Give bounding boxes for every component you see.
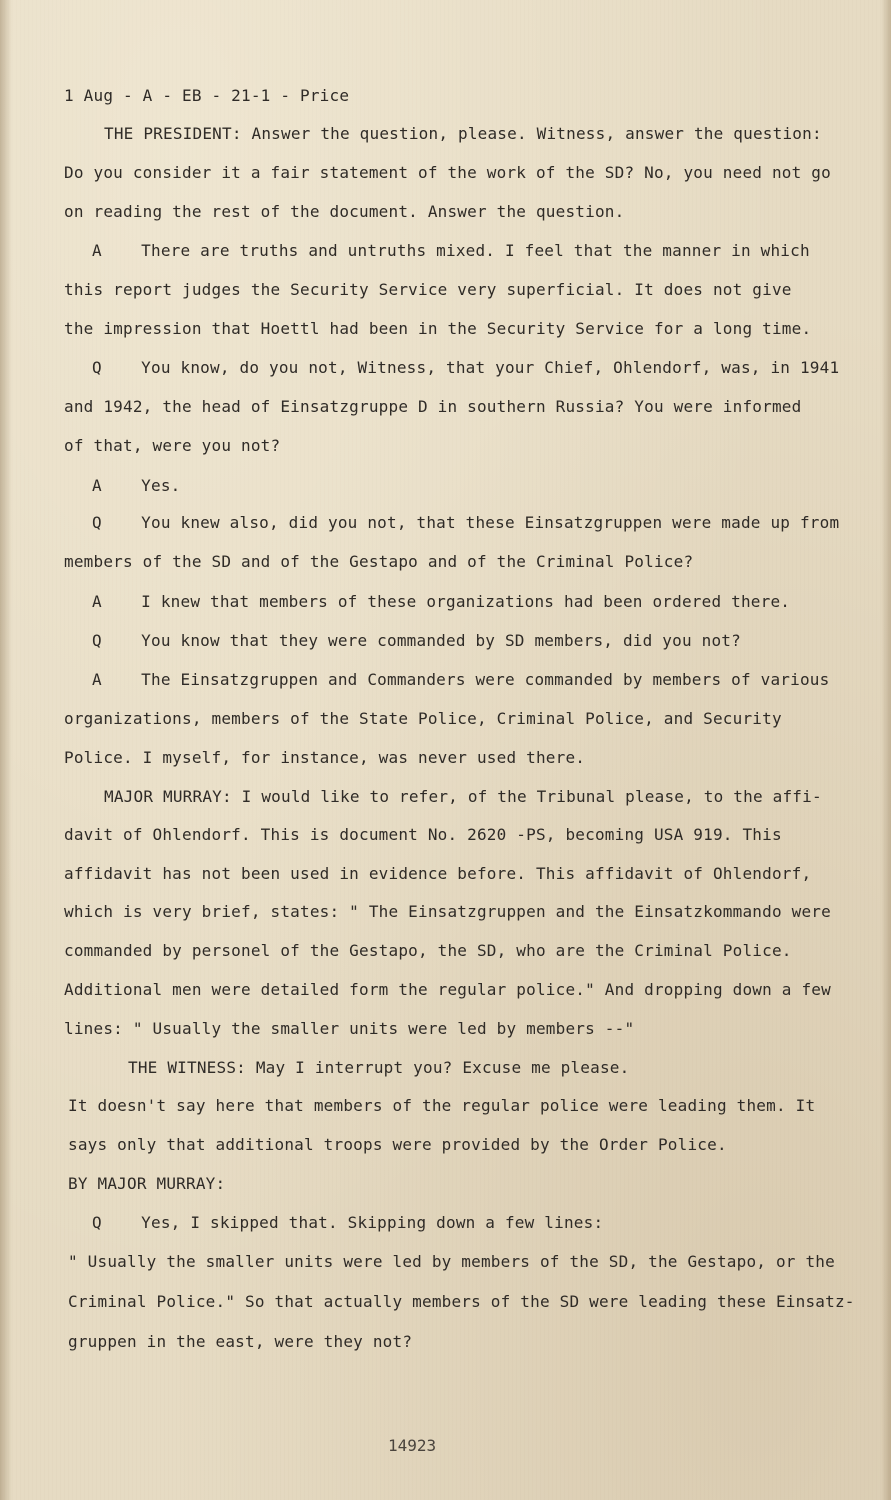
transcript-line: THE PRESIDENT: Answer the question, please. Witness, answer the question: [104,124,822,143]
transcript-line: THE WITNESS: May I interrupt you? Excuse me please. [128,1058,630,1077]
header-slug: 1 Aug - A - EB - 21-1 - Price [64,86,350,105]
transcript-line: members of the SD and of the Gestapo and of the Criminal Police? [64,552,694,571]
paper-edge-left [0,0,12,1500]
transcript-line: affidavit has not been used in evidence before. This affidavit of Ohlendorf, [64,864,812,883]
transcript-line: Criminal Police." So that actually members of the SD were leading these Einsatz- [68,1292,855,1311]
transcript-line: Q You know, do you not, Witness, that your Chief, Ohlendorf, was, in 1941 [92,358,840,377]
transcript-line: lines: " Usually the smaller units were led by members --" [64,1019,635,1038]
transcript-line: commanded by personel of the Gestapo, the SD, who are the Criminal Police. [64,941,792,960]
transcript-line: It doesn't say here that members of the regular police were leading them. It [68,1096,816,1115]
transcript-line: Do you consider it a fair statement of the work of the SD? No, you need not go [64,163,831,182]
transcript-line: which is very brief, states: " The Einsatzgruppen and the Einsatzkommando were [64,902,831,921]
transcript-line: " Usually the smaller units were led by members of the SD, the Gestapo, or the [68,1252,835,1271]
transcript-line: says only that additional troops were provided by the Order Police. [68,1135,727,1154]
transcript-line: Q You knew also, did you not, that these Einsatzgruppen were made up from [92,513,840,532]
page-number: 14923 [388,1436,437,1455]
transcript-line: A I knew that members of these organizations had been ordered there. [92,592,791,611]
transcript-line: A Yes. [92,476,181,495]
transcript-line: Q Yes, I skipped that. Skipping down a few lines: [92,1213,604,1232]
transcript-line: the impression that Hoettl had been in the Security Service for a long time. [64,319,812,338]
transcript-line: MAJOR MURRAY: I would like to refer, of the Tribunal please, to the affi- [104,787,822,806]
transcript-line: A The Einsatzgruppen and Commanders were commanded by members of various [92,670,830,689]
transcript-line: Additional men were detailed form the regular police." And dropping down a few [64,980,831,999]
transcript-line: this report judges the Security Service very superficial. It does not give [64,280,792,299]
paper-edge-right [881,0,891,1500]
transcript-line: of that, were you not? [64,436,281,455]
transcript-line: organizations, members of the State Police, Criminal Police, and Security [64,709,782,728]
transcript-line: gruppen in the east, were they not? [68,1332,413,1351]
transcript-line: Q You know that they were commanded by SD members, did you not? [92,631,741,650]
transcript-line: davit of Ohlendorf. This is document No. 2620 -PS, becoming USA 919. This [64,825,782,844]
transcript-line: A There are truths and untruths mixed. I feel that the manner in which [92,241,810,260]
transcript-line: Police. I myself, for instance, was never used there. [64,748,586,767]
transcript-line: BY MAJOR MURRAY: [68,1174,226,1193]
transcript-line: on reading the rest of the document. Answer the question. [64,202,625,221]
transcript-line: and 1942, the head of Einsatzgruppe D in southern Russia? You were informed [64,397,802,416]
